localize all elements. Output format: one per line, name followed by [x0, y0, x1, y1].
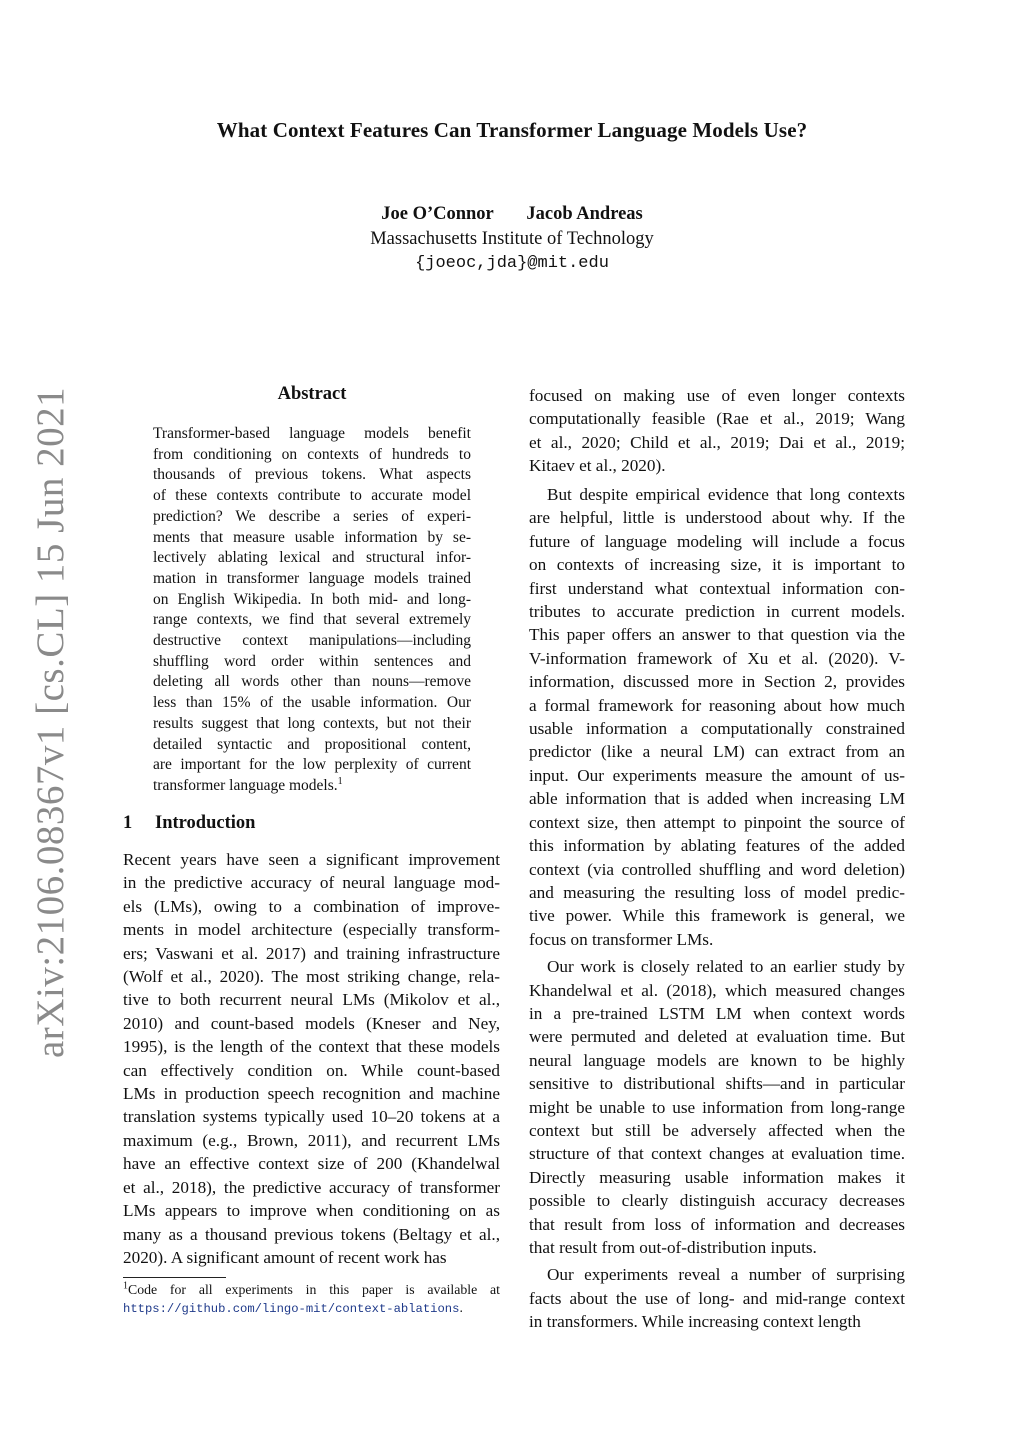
intro-line: tributes to accurate prediction in current models.	[529, 602, 905, 622]
section-heading	[123, 813, 255, 834]
abstract-line: ments that measure usable information by se-	[153, 528, 471, 546]
abstract-body	[153, 424, 471, 797]
intro-line: that result from loss of information and decreases	[529, 1214, 905, 1234]
intro-line: can effectively condition on. While count-based	[123, 1060, 500, 1080]
section-title: Introduction	[155, 813, 256, 833]
intro-line: maximum (e.g., Brown, 2011), and recurrent LMs	[123, 1130, 500, 1150]
abstract-line: results suggest that long contexts, but not their	[153, 714, 471, 732]
intro-line: computationally feasible (Rae et al., 2019; Wang	[529, 409, 905, 429]
intro-line: were permuted and deleted at evaluation time. But	[529, 1027, 905, 1047]
abstract-line: range contexts, we find that several extremely	[153, 611, 471, 629]
footnote-ref: 1	[337, 775, 343, 787]
intro-line: are helpful, little is understood about why. If the	[529, 508, 905, 528]
intro-line: et al., 2020; Child et al., 2019; Dai et al., 2019;	[529, 432, 905, 452]
intro-line: et al., 2018), the predictive accuracy of transformer	[123, 1177, 500, 1197]
abstract-line: thousands of previous tokens. What aspects	[153, 466, 471, 484]
abstract-line: of these contexts contribute to accurate model	[153, 487, 471, 505]
intro-line: input. Our experiments measure the amount of us-	[529, 765, 905, 785]
intro-line: possible to clearly distinguish accuracy decreases	[529, 1191, 905, 1211]
intro-line: Directly measuring usable information makes it	[529, 1167, 905, 1187]
abstract-line: deleting all words other than nouns—remove	[153, 673, 471, 691]
intro-line: ers; Vaswani et al. 2017) and training infrastructure	[123, 943, 500, 963]
intro-line: Khandelwal et al. (2018), which measured changes	[529, 980, 905, 1000]
intro-line: Kitaev et al., 2020).	[529, 456, 666, 476]
footnote-text: Code for all experiments in this paper is available at	[128, 1282, 500, 1297]
footnote-mark: 1	[123, 1280, 128, 1292]
intro-line: tive to both recurrent neural LMs (Mikolov et al.,	[123, 990, 500, 1010]
paper-title: What Context Features Can Transformer Language Models Use?	[216, 118, 808, 142]
author-list	[0, 204, 1024, 225]
intro-line: usable information a computationally constrained	[529, 719, 905, 739]
author-name: Jacob Andreas	[526, 204, 643, 224]
paragraph	[529, 955, 905, 1259]
intro-line: this information by ablating features of the added	[529, 836, 905, 856]
intro-line: ments in model architecture (especially transform-	[123, 920, 500, 940]
footnote-divider	[123, 1277, 226, 1278]
intro-line: on contexts of increasing size, it is important to	[529, 555, 905, 575]
intro-line: V-information framework of Xu et al. (2020). V-	[529, 648, 905, 668]
abstract-line: are important for the low perplexity of current	[153, 756, 471, 774]
arxiv-stamp: arXiv:2106.08367v1 [cs.CL] 15 Jun 2021	[29, 386, 72, 1058]
abstract-line: prediction? We describe a series of experi-	[153, 507, 471, 525]
footnote	[123, 1281, 500, 1318]
abstract-line: less than 15% of the usable information. Our	[153, 694, 471, 712]
intro-line: 2010) and count-based models (Kneser and Ney,	[123, 1013, 500, 1033]
intro-line: context size, then attempt to pinpoint the source of	[529, 812, 905, 832]
footnote-end: .	[459, 1300, 463, 1315]
code-link[interactable]: https://github.com/lingo-mit/context-ablations	[123, 1302, 460, 1316]
intro-line: translation systems typically used 10–20 tokens at a	[123, 1107, 500, 1127]
intro-line: many as a thousand previous tokens (Beltagy et al.,	[123, 1224, 500, 1244]
intro-line: in a pre-trained LSTM LM when context words	[529, 1003, 905, 1023]
intro-line: first understand what contextual information con-	[529, 578, 905, 598]
abstract-line: on English Wikipedia. In both mid- and long-	[153, 590, 471, 608]
intro-line: els (LMs), owing to a combination of improve-	[123, 896, 500, 916]
intro-line: neural language models are known to be highly	[529, 1050, 905, 1070]
intro-line: sensitive to distributional shifts—and in particular	[529, 1074, 905, 1094]
intro-line: information, discussed more in Section 2, provides	[529, 672, 905, 692]
intro-right-column-top	[529, 384, 905, 478]
intro-line: predictor (like a neural LM) can extract from an	[529, 742, 905, 762]
intro-line: focused on making use of even longer contexts	[529, 386, 905, 405]
intro-line: context but still be adversely affected when the	[529, 1120, 905, 1140]
paragraph	[529, 1263, 905, 1333]
abstract-line: transformer language models.$^1$	[153, 775, 343, 794]
abstract-heading: Abstract	[277, 384, 347, 404]
abstract-line: destructive context manipulations—including	[153, 632, 471, 650]
intro-line: 2020). A significant amount of recent work has	[123, 1247, 447, 1267]
intro-line: focus on transformer LMs.	[529, 929, 714, 949]
intro-line: might be unable to use information from long-range	[529, 1097, 905, 1117]
intro-line: Our work is closely related to an earlier study by	[547, 957, 905, 977]
author-name: Joe O’Connor	[381, 204, 494, 224]
abstract-line: from conditioning on contexts of hundreds to	[153, 445, 471, 463]
intro-line: that result from out-of-distribution inputs.	[529, 1238, 817, 1257]
intro-line: LMs in production speech recognition and machine	[123, 1084, 500, 1104]
abstract-line: Transformer-based language models benefit	[153, 425, 471, 442]
intro-line: This paper offers an answer to that question via the	[529, 625, 905, 645]
abstract-line: lectively ablating lexical and structural infor-	[153, 549, 471, 567]
intro-left-column	[123, 848, 500, 1269]
intro-line: in the predictive accuracy of neural language mod-	[123, 873, 500, 893]
section-number: 1	[123, 813, 133, 833]
footnote-line	[123, 1299, 500, 1318]
intro-line: structure of that context changes at evaluation time.	[529, 1144, 905, 1164]
footnote-line	[123, 1281, 500, 1299]
affiliation: Massachusetts Institute of Technology	[370, 229, 654, 249]
intro-line: a formal framework for reasoning about how much	[529, 695, 905, 715]
intro-line: and measuring the resulting loss of model predic-	[529, 882, 905, 902]
intro-line: in transformers. While increasing context length	[529, 1312, 861, 1332]
intro-line: able information that is added when increasing LM	[529, 789, 905, 809]
intro-line: future of language modeling will include a focus	[529, 531, 905, 551]
author-email: {joeoc,jda}@mit.edu	[415, 254, 609, 273]
intro-line: Recent years have seen a significant improvement	[123, 850, 500, 869]
abstract-line: mation in transformer language models trained	[153, 569, 471, 587]
intro-line: have an effective context size of 200 (Khandelwal	[123, 1154, 500, 1174]
intro-line: LMs appears to improve when conditioning on as	[123, 1201, 500, 1221]
paragraph	[529, 483, 905, 951]
intro-line: context (via controlled shuffling and word deletion)	[529, 859, 905, 879]
abstract-line: shuffling word order within sentences and	[153, 652, 471, 670]
intro-line: Our experiments reveal a number of surprising	[547, 1265, 905, 1285]
abstract-line: detailed syntactic and propositional content,	[153, 735, 471, 753]
intro-line: tive power. While this framework is general, we	[529, 906, 905, 926]
intro-line: facts about the use of long- and mid-range context	[529, 1288, 905, 1308]
intro-line: But despite empirical evidence that long contexts	[547, 485, 905, 504]
intro-right-column	[529, 479, 905, 1334]
intro-line: (Wolf et al., 2020). The most striking change, rela-	[123, 967, 500, 987]
intro-line: 1995), is the length of the context that these models	[123, 1037, 500, 1057]
